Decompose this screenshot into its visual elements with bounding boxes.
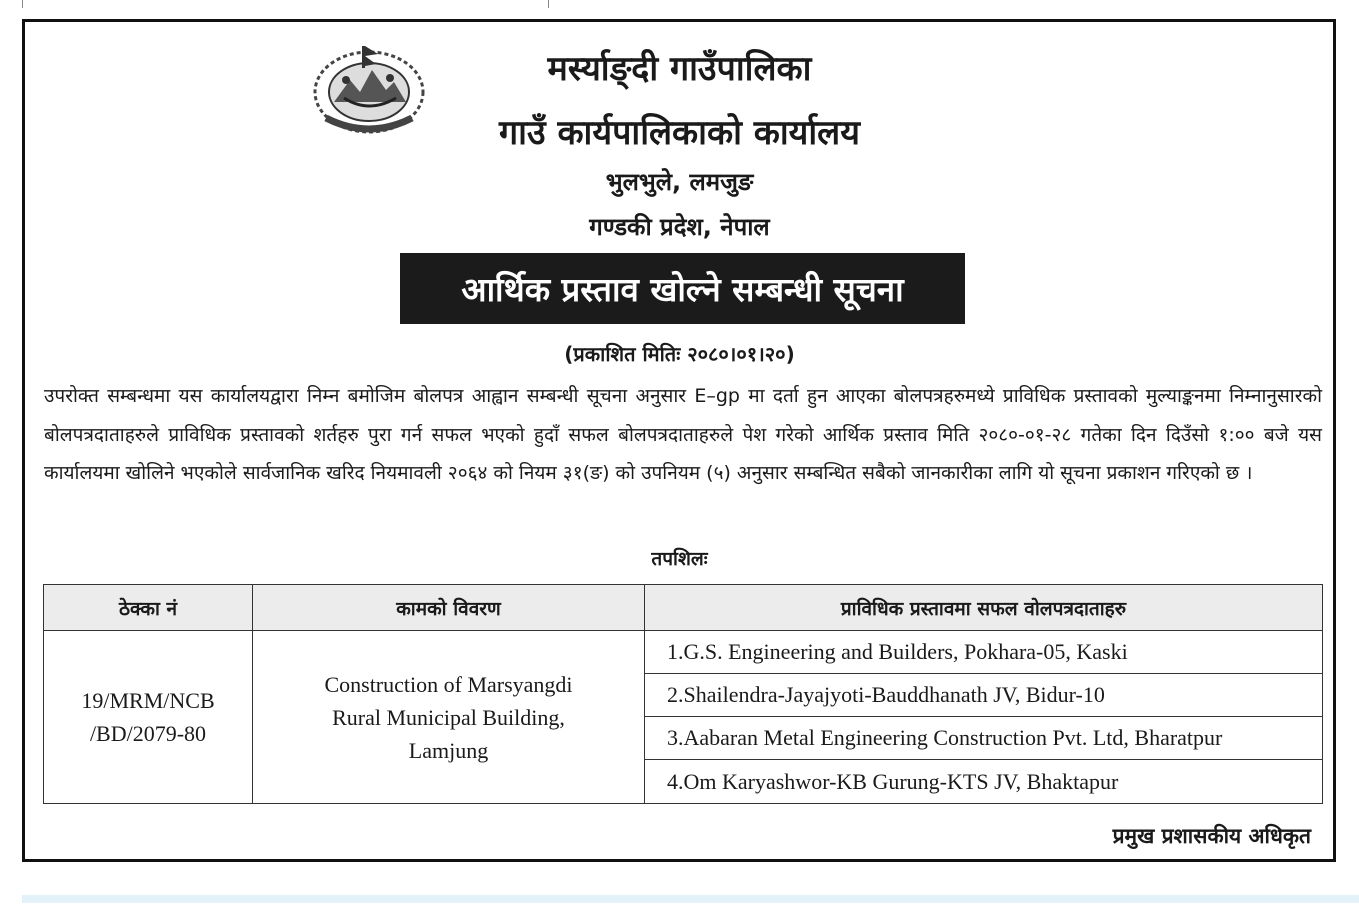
notice-body: उपरोक्त सम्बन्धमा यस कार्यालयद्वारा निम्न बमोजिम बोलपत्र आह्वान सम्बन्धी सूचना अनुसार E–gp मा दर्ता हुन आएका बोलपत्रहरुमध्ये प्राविधिक प्रस्तावको मुल्याङ्कनमा निम्नानुसारको बोलपत्रदाताहरुले प्राविधिक प्रस्तावको शर्तहरु पुरा गर्न सफल भएको हुदाँ सफल बोलपत्रदाताहरुले पेश गरेको आर्थिक प्रस्ताव मिति २०८०-०१-२८ गतेका दिन दिउँसो १:०० बजे यस कार्यालयमा खोलिने भएकोले सार्वजानिक खरिद नियमावली २०६४ को नियम ३१(ङ) को उपनियम (५) अनुसार सम्बन्धित सबैको जानकारीका लागि यो सूचना प्रकाशन गरिएको छ ।: [44, 385, 1322, 484]
signatory-title: प्रमुख प्रशासकीय अधिकृत: [1112, 824, 1311, 848]
province-name: गण्डकी प्रदेश, नेपाल: [589, 213, 770, 241]
header-work-description: कामको विवरण: [253, 585, 645, 631]
table-row: [44, 631, 1323, 804]
margin-tick: [548, 0, 549, 8]
work-description-line: Rural Municipal Building,: [332, 704, 565, 730]
office-location: भुलभुले, लमजुङ: [605, 168, 754, 196]
bidder-table: [43, 584, 1323, 804]
bidder-item: 3.Aabaran Metal Engineering Construction Pvt. Ltd, Bharatpur: [645, 717, 1322, 760]
contract-no-line: /BD/2079-80: [89, 721, 207, 746]
bidder-item: 1.G.S. Engineering and Builders, Pokhara-05, Kaski: [645, 631, 1322, 674]
header-successful-bidders: प्राविधिक प्रस्तावमा सफल वोलपत्रदाताहरु: [645, 585, 1323, 631]
bidder-item: 4.Om Karyashwor-KB Gurung-KTS JV, Bhaktapur: [667, 768, 1119, 794]
bottom-band: [22, 895, 1359, 903]
details-label: तपशिलः: [651, 548, 708, 570]
top-margin-rule: [22, 0, 1342, 8]
bidders-cell: [645, 631, 1323, 804]
notice-title: आर्थिक प्रस्ताव खोल्ने सम्बन्धी सूचना: [400, 253, 965, 324]
published-date: (प्रकाशित मितिः २०८०।०१।२०): [564, 342, 795, 366]
work-description-cell: [253, 631, 645, 804]
bidder-item: 2.Shailendra-Jayajyoti-Bauddhanath JV, Bidur-10: [645, 674, 1322, 717]
header-contract-no: ठेक्का नं: [44, 585, 253, 631]
work-description-line: Lamjung: [408, 737, 489, 763]
table-header-row: [44, 585, 1323, 631]
work-description-line: Construction of Marsyangdi: [324, 671, 573, 697]
contract-no-line: 19/MRM/NCB: [81, 688, 215, 713]
margin-tick: [22, 0, 23, 8]
municipality-name: मर्स्याङ्दी गाउँपालिका: [547, 49, 812, 89]
office-name: गाउँ कार्यपालिकाको कार्यालय: [499, 113, 860, 153]
contract-no-cell: [44, 631, 253, 804]
